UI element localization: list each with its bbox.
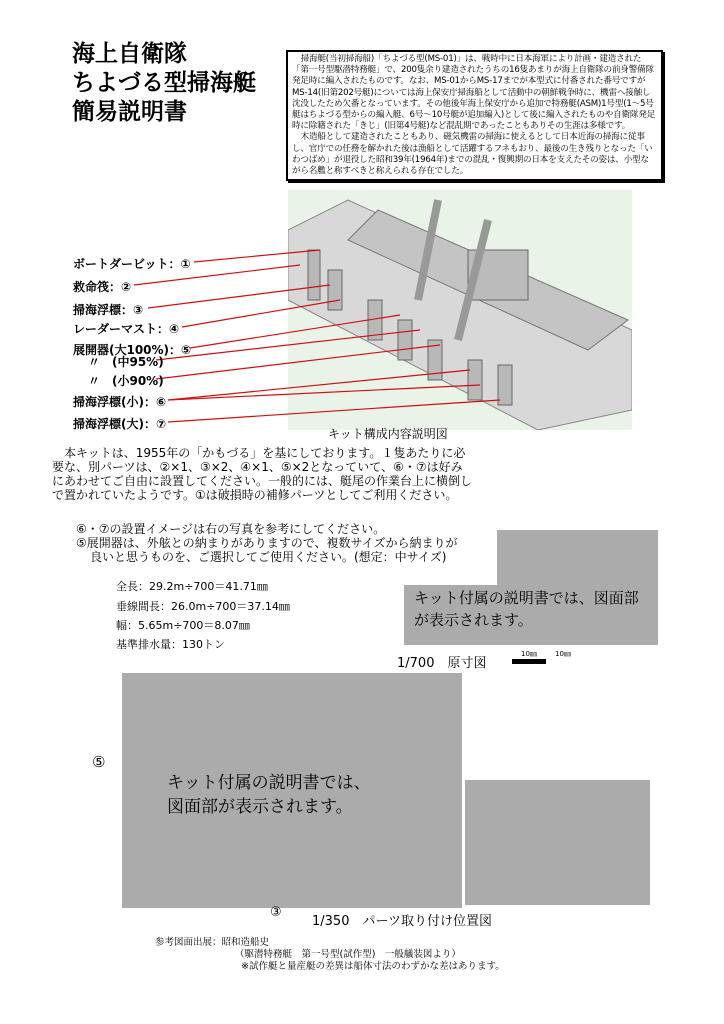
scale-bar [512,659,546,664]
ship-caption: キット構成内容説明図 [328,427,448,441]
placeholder-block [497,530,658,590]
title-line: 簡易説明書 [72,99,187,125]
part-label: 掃海浮標：③ [73,303,144,317]
part-label: 掃海浮標(大)：⑦ [73,417,167,431]
drawing-placeholder-large [122,673,462,908]
placeholder-text [122,673,462,819]
scale-bar-label: 10㎜ [521,650,537,658]
source-line: （駆潜特務艇 第一号型(試作型) 一般艤装図より） [235,949,461,960]
part-label: 掃海浮標(小)：⑥ [73,395,167,409]
spec-line: 垂線間長：26.0m÷700＝37.14㎜ [116,600,290,613]
source-line: 参考図面出展：昭和造船史 [155,937,270,948]
intro-paragraph: 木造船として建造されたこともあり、磁気機雷の掃海に使えるとして日本近海の掃海に従事し、官庁での任務を解かれた後は漁船として活躍するフネもおり、最後の生き残りとなった「いわつばめ」が退役した昭和39年(1964年)までの混乱・復興期の日本を支えたその姿は、小型ながら名艦と称すべきと称えられる存在でした。 [292,132,653,177]
part-label: ボートダービット：① [73,257,191,271]
title-line: 海上自衛隊 [72,41,187,67]
part-marker: ③ [270,905,282,920]
part-label: 展開器(大100%)：⑤ [73,343,192,357]
placeholder-text: キット付属の説明書では、図面部が表示されます。 [414,589,639,629]
notes [76,522,458,564]
scale-350-label: 1/350 パーツ取り付け位置図 [312,914,492,929]
part-label: 〃 (小90%) [88,374,164,388]
note-line: 良いと思うものを、ご選択してご使用ください。(想定：中サイズ) [90,550,447,564]
source-line: ※試作艇と量産艇の差異は船体寸法のわずかな差はあります。 [241,961,505,972]
intro-paragraph: 掃海艇(当初掃海船)「ちよづる型(MS-01)」は、戦時中に日本海軍により計画・建造された「第一号型駆潜特務艇」で、200隻余り建造されたうちの16隻あまりが海上自衛隊の前身警備隊発足時に編入されたものです。なお、MS-01からMS-17までが本型式に付番された番号ですがMS-14(旧第202号艇)については海上保安庁掃海船として活動中の朝鮮戦争時に、機雷へ接触し沈没したため欠番となっています。その他後年海上保安庁から追加で特務艇(ASM)1号型(1～5号艇はちよづる型からの編入艇、6号～10号艇が追加編入)として後に編入されたものや自衛隊発足時に除籍された「きじ」(旧第4号艇)など混乱期であったこともありその生涯は多様です。 [292,54,656,132]
drawing-placeholder-small [404,585,658,645]
scale-bar-label: 10㎜ [555,650,571,658]
spec-line: 全長：29.2m÷700＝41.71㎜ [116,580,268,593]
part-label: 〃 (中95%) [88,355,164,369]
note-line: ⑥・⑦の設置イメージは右の写真を参考にしてください。 [76,522,386,536]
part-label: 救命筏：② [73,280,132,294]
note-line: ⑤展開器は、外舷との納まりがありますので、複数サイズから納まりが [76,536,458,550]
part-label: レーダーマスト：④ [73,322,180,336]
part-marker: ⑤ [92,753,106,771]
title-line: ちよづる型掃海艇 [72,70,256,96]
source-note [155,937,505,973]
placeholder-line: 図面部が表示されます。 [167,797,353,817]
scale-700-label: 1/700 原寸図 [397,656,487,671]
spec-line: 幅：5.65m÷700＝8.07㎜ [116,619,250,632]
drawing-placeholder-right [465,780,650,905]
placeholder-line: キット付属の説明書では、 [167,773,371,793]
kit-description: 本キットは、1955年の「かもづる」を基にしております。１隻あたりに必要な、別パーツは、②×1、③×2、④×1、⑤×2となっていて、⑥・⑦は好みにあわせてご自由に設置してください。一般的には、艇尾の作業台上に横倒しで置かれていたようです。①は破損時の補修パーツとしてご利用ください。 [52,446,473,502]
spec-line: 基準排水量：130トン [116,638,225,651]
